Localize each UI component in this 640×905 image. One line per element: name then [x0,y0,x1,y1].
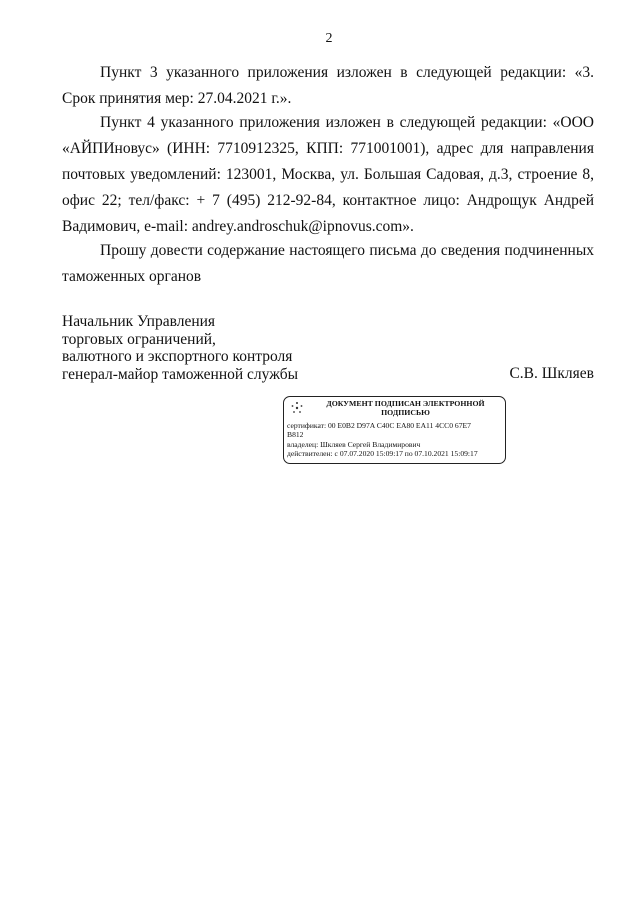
paragraph-item-3-change: Пункт 3 указанного приложения изложен в следующей редакции: «3. Срок принятия мер: 27.04.2021 г.». [62,64,594,107]
stamp-certificate-cont: B812 [287,430,304,440]
page-number: 2 [325,31,333,46]
position-line: Начальник Управления [62,313,216,330]
stamp-owner: владелец: Шкляев Сергей Владимирович [287,439,421,449]
signatory-position [62,313,298,383]
stamp-certificate: сертификат: 00 E0B2 D97A C40C EA80 EA11 4CC0 67E7 [287,421,471,430]
position-line: торговых ограничений, [62,330,216,348]
position-line: генерал-майор таможенной службы [62,365,298,383]
paragraph-request: Прошу довести содержание настоящего письма до сведения подчиненных таможенных органов [62,242,594,285]
paragraph-item-4-change: Пункт 4 указанного приложения изложен в следующей редакции: «ООО «АЙПИновус» (ИНН: 7710912325, КПП: 771001001), адрес для направления почтовых уведомлений: 123001, Москва, ул. Большая Садовая, д.3, строение 8, офис 22; тел/факс: + 7 (495) 212-92-84, контактное лицо: Андрощук Андрей Вадимович, e-mail: andrey.androschuk@ipnovus.com». [62,114,594,235]
electronic-signature-stamp [283,396,506,464]
position-line: валютного и экспортного контроля [62,348,293,365]
customs-emblem-icon [290,401,304,415]
stamp-validity: действителен: с 07.07.2020 15:09:17 по 07.10.2021 15:09:17 [287,448,478,458]
signatory-name: С.В. Шкляев [509,365,594,382]
stamp-title: ДОКУМЕНТ ПОДПИСАН ЭЛЕКТРОННОЙ ПОДПИСЬЮ [326,399,485,417]
